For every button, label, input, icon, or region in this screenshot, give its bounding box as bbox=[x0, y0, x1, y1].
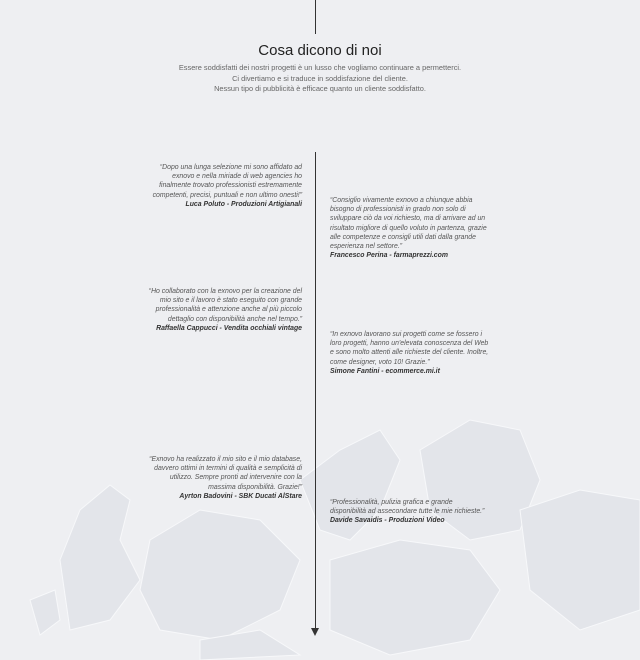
top-divider-line bbox=[315, 0, 316, 34]
testimonial-author: Raffaella Cappucci - Vendita occhiali vintage bbox=[156, 324, 302, 332]
testimonial-author: Davide Savaidis - Produzioni Video bbox=[330, 517, 445, 525]
testimonial-author: Ayrton Badovini - SBK Ducati AlStare bbox=[179, 492, 302, 500]
testimonial-card bbox=[330, 498, 490, 526]
testimonial-quote: “Professionalità, pulizia grafica e grande disponibilità ad assecondare tutte le mie richieste.” bbox=[330, 499, 485, 516]
testimonial-quote: “In exnovo lavorano sui progetti come se fossero i loro progetti, hanno un'elevata conoscenza del Web e sono molto attenti alle richieste del cliente. Inoltre, come designer, voto 10! Grazie.” bbox=[330, 331, 489, 366]
testimonial-card bbox=[142, 163, 302, 209]
section-header bbox=[0, 42, 640, 95]
testimonial-quote: “Consiglio vivamente exnovo a chiunque abbia bisogno di professionisti in grado non solo di sviluppare ciò da voi richiesto, ma di arrivare ad un risultato migliore di quello voluto in partenza, grazie alle competenze e consigli utili dati dalla grande esperienza nel settore.” bbox=[330, 197, 487, 251]
testimonial-quote: “Dopo una lunga selezione mi sono affidato ad exnovo e nella miriade di web agencies ho finalmente trovato professionisti estremamente competenti, precisi, puntuali e non ultimo onesti!” bbox=[152, 164, 302, 199]
testimonial-card bbox=[142, 455, 302, 501]
testimonial-quote: “Ho collaborato con la exnovo per la creazione del mio sito e il lavoro è stato eseguito con grande professionalità e attenzione anche al più piccolo dettaglio con disponibilità anche nel tempo.” bbox=[148, 288, 302, 323]
subtitle-line: Ci divertiamo e si traduce in soddisfazione del cliente. bbox=[232, 73, 408, 83]
testimonial-author: Simone Fantini - ecommerce.mi.it bbox=[330, 367, 440, 375]
testimonial-author: Luca Poluto - Produzioni Artigianali bbox=[185, 200, 302, 208]
europe-map-background bbox=[0, 390, 640, 660]
subtitle-line: Essere soddisfatti dei nostri progetti è un lusso che vogliamo continuare a permetterci. bbox=[178, 63, 462, 72]
timeline-arrow-icon bbox=[311, 628, 319, 636]
subtitle-line: Nessun tipo di pubblicità è efficace quanto un cliente soddisfatto. bbox=[214, 84, 426, 93]
section-title: Cosa dicono di noi bbox=[258, 42, 382, 59]
testimonial-quote: “Exnovo ha realizzato il mio sito e il mio database, davvero ottimi in termini di qualità e semplicità di utilizzo. Sempre pronti ad intervenire con la massima disponibilità. Grazie!” bbox=[149, 456, 302, 491]
testimonial-card bbox=[330, 330, 490, 376]
testimonial-card bbox=[142, 287, 302, 333]
timeline-line bbox=[315, 152, 316, 632]
section-subtitle bbox=[0, 63, 640, 95]
testimonial-author: Francesco Perina - farmaprezzi.com bbox=[330, 252, 448, 260]
testimonial-card bbox=[330, 196, 490, 260]
